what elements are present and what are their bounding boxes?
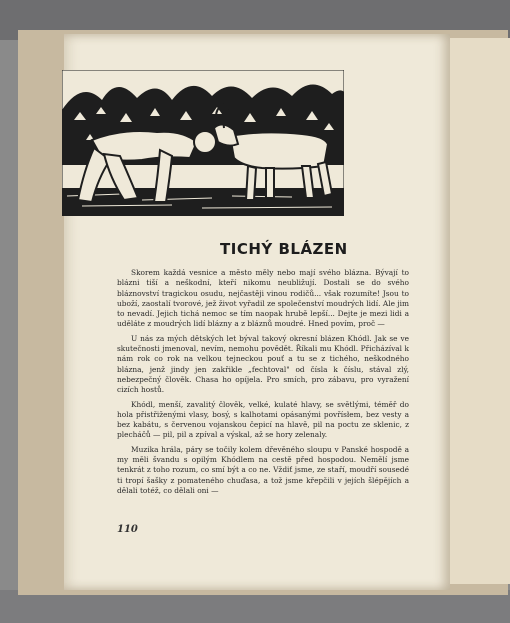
chapter-title: TICHÝ BLÁZEN: [220, 240, 348, 258]
paragraph-3: Khódl, menší, zavalitý člověk, velké, kulaté hlavy, se světlými, téměř do hola přistřiženými vlasy, bosý, s kalhotami opásanými povřísłem, bez vesty a bez kabátu, s červenou vojanskou čepicí na hlavě, pil na poctu ze sklenic, z plecháčů — pil, pil a zpíval a výskal, až se hory zelenaly.: [117, 399, 409, 440]
page-number: 110: [117, 524, 138, 535]
paragraph-2: U nás za mých dětských let býval takový okresní blázen Khódl. Jak se ve skutečnosti jmenoval, nevím, nemohu povědět. Říkali mu Khódl. Přicházíval k nám rok co rok na velkou tejneckou pouť a tu se z tichého, neškodného blázna, jenž jindy jen zakřikle „fechtoval" od čísla k číslu, stával zlý, nebezpečný člověk. Chasa ho opíjela. Pro smích, pro zábavu, pro vyražení cizích hostů.: [117, 333, 409, 395]
paragraph-1: Skorem každá vesnice a město měly nebo mají svého blázna. Bývají to blázni tiší a neškodní, kteří nikomu neubližují. Dostali se do svého bláznovství tragickou osudu, nejčastěji vinou rodičů... však rozumíte! Jsou to uboží, zaostalí tvorové, jež život vyřadil ze společenství moudrých lidí. Ale jim to nevadí. Jejich tichá nemoc se tím naopak hrubě lepší... Dejte je mezi lidi a uděláte z moudrých lidí blázny a z bláznů moudré. Hned povím, proč —: [117, 268, 409, 329]
paragraph-4: Muzika hrála, páry se točily kolem dřevěného sloupu v Panské hospodě a my měli švandu s opilým Khódlem na cestě před hospodou. Nemělí jsme tenkrát z toho rozum, co smí být a co ne. Vždiť jsme, ze staří, moudří sousedé ti tropí šašky z pomateného chuďasa, a tož jsme křepčili v jejích šlépějích a dělali totéž, co dělali oni —: [117, 444, 409, 495]
woodcut-illustration: [62, 70, 344, 216]
adjacent-page: [450, 38, 510, 584]
chapter-body: [117, 268, 409, 500]
